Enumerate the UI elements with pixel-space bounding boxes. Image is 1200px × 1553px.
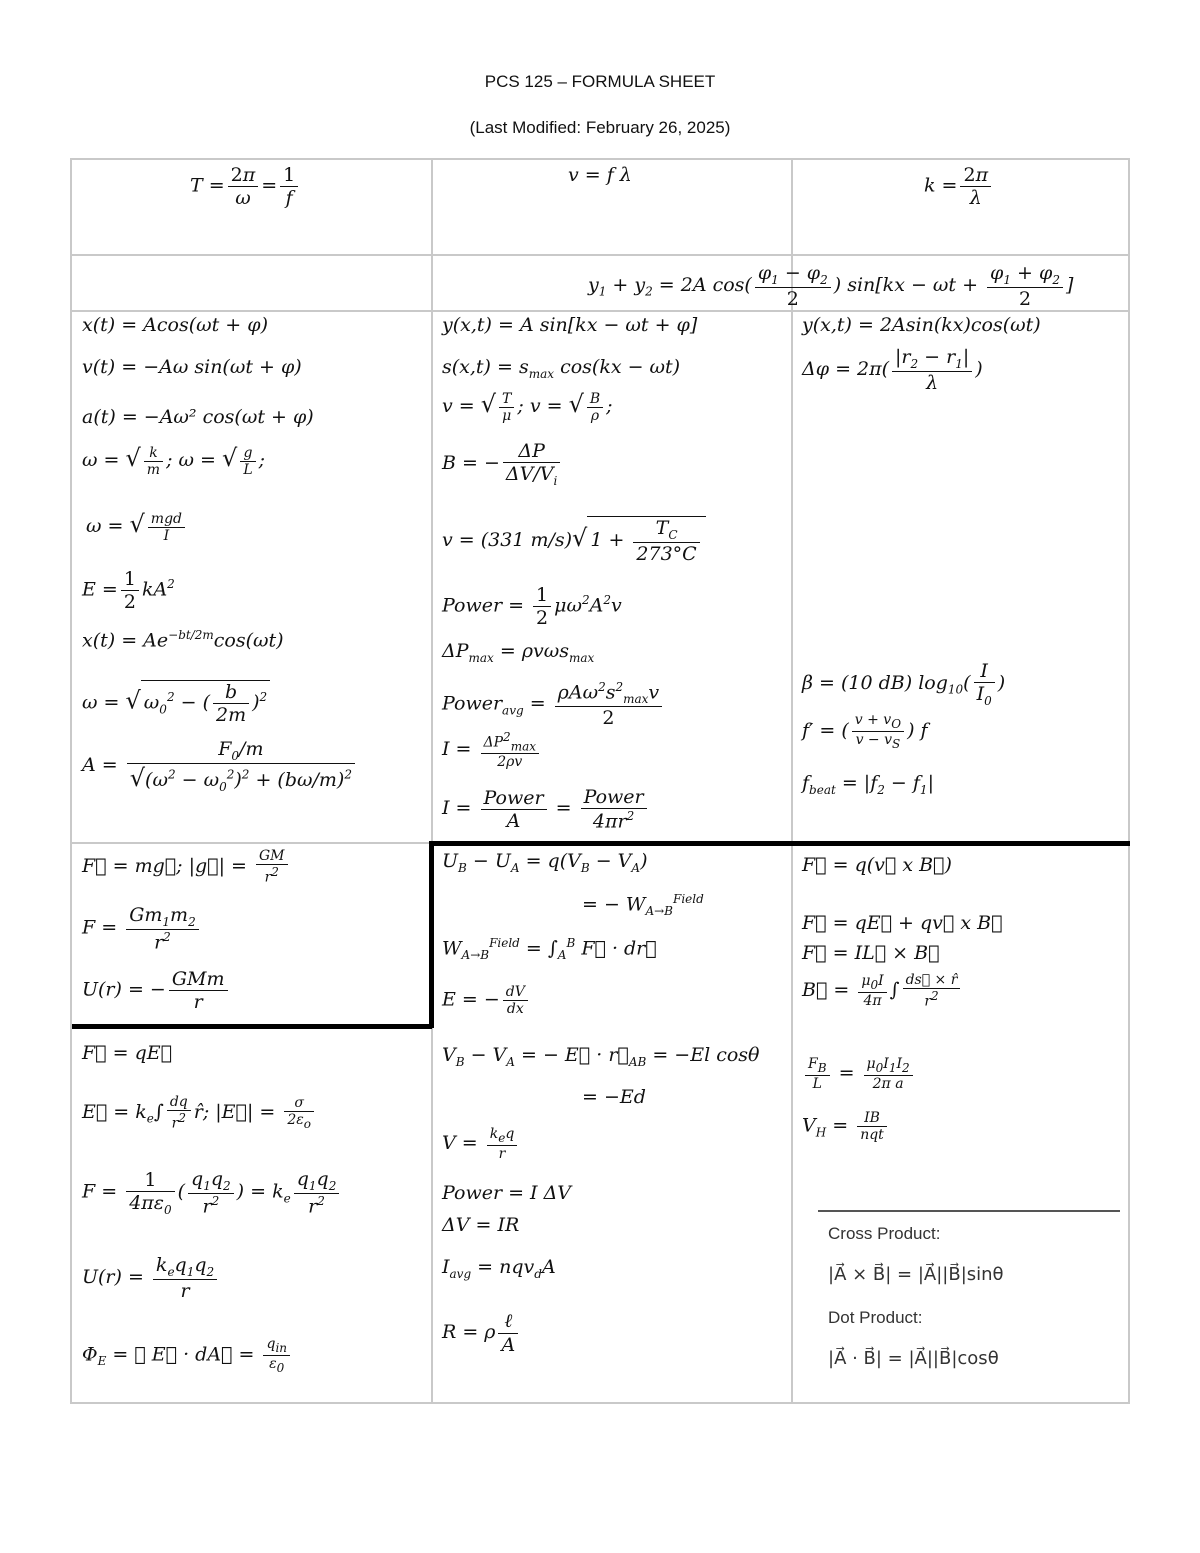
- formula-gravity-force: F⃗ = mg⃗; |g⃗| = $\frac{GM}{r^2}$: [82, 848, 291, 886]
- formula-hall-voltage: $V_H$ = IB nqt: [802, 1110, 890, 1143]
- thick-divider-bottom: [72, 1024, 432, 1029]
- thick-divider-vertical: [429, 841, 434, 1028]
- dot-product-formula: |A⃗ · B⃗| = |A⃗||B⃗|cosθ: [828, 1348, 999, 1369]
- formula-parallel-wires: $\frac{F_B}{L}$ = $\frac{\mu_0I_1I_2}{\text{2π a}}$: [802, 1056, 916, 1092]
- formula-gravitational-potential: U(r) = − GMm r: [82, 968, 231, 1013]
- formula-field-work: = − $W_{A\to B}^{Field}$: [582, 892, 704, 919]
- formula-electric-field: E⃗ = $k_e\int$ $\frac{dq}{r^2}$ r̂; |E⃗| = $\frac{\sigma}{2\varepsilon_o}$: [82, 1094, 317, 1132]
- formula-intensity: I = Power A = Power $4\pi r^2$: [442, 786, 650, 832]
- formula-electric-potential-energy: U(r) = $k_eq_1q_2$ r: [82, 1254, 220, 1302]
- formula-magnetic-force: F⃗ = q(v⃗ x B⃗): [802, 854, 952, 876]
- formula-field-gradient: E = − $\frac{dV}{dx}$: [442, 984, 531, 1017]
- formula-driven-amplitude: A = $\frac{F_0/m}{√(\omega^2 - \omega_0^2)^2 + (b\omega/m)^2}$: [82, 738, 358, 794]
- formula-acceleration: a(t) = −Aω² cos(ωt + φ): [82, 406, 314, 428]
- formula-intensity-pressure: I = $\Delta P^2_{max}$ 2ρv: [442, 730, 542, 770]
- formula-average-power: Power$_{avg}$ = $\rho A\omega^2s^2_{max}v$ 2: [442, 680, 665, 729]
- formula-potential-difference: $V_B - V_A$ = − E⃗ · $r⃗_{AB} = -El$ cosθ: [442, 1044, 760, 1069]
- page-title: PCS 125 – FORMULA SHEET: [484, 72, 716, 91]
- formula-standing-wave: y(x,t) = 2Asin(kx)cos(ωt): [802, 314, 1041, 336]
- row-divider-3-left: [70, 842, 432, 844]
- table-border-bottom: [70, 1402, 1130, 1404]
- formula-power: Power = $\frac{1}{2}$ $\mu\omega^2A^2v$: [442, 584, 622, 629]
- formula-angular-frequency: ω = √ $\frac{k}{m}$ ; ω = √ $\frac{g}{L}$ ;: [82, 444, 266, 478]
- formula-superposition: $y_1 + y_2 = 2A$ cos( $\frac{\varphi_1 - \varphi_2}{2}$ ) sin[kx − ωt + $\frac{\varphi_1 + \varphi_2}{2}$ ]: [588, 262, 1074, 310]
- formula-beat-frequency: $f_{beat} = |f_2 - f_1|$: [802, 772, 934, 797]
- row-divider-2: [70, 310, 1130, 312]
- formula-wire-force: F⃗ = IL⃗ × B⃗: [802, 942, 940, 964]
- formula-phase-difference: Δφ = 2π( $\frac{|r_2 - r_1|}{\lambda}$ ): [802, 346, 983, 394]
- formula-potential-energy-difference: $U_B - U_A = q(V_B - V_A)$: [442, 850, 648, 875]
- cross-product-formula: |A⃗ × B⃗| = |A⃗||B⃗|sinθ: [828, 1264, 1004, 1285]
- formula-uniform-field: = −Ed: [582, 1086, 646, 1108]
- vector-products-box: [818, 1210, 1120, 1369]
- row-divider-1: [70, 254, 1130, 256]
- formula-physical-pendulum: ω = √ mgd I: [86, 510, 188, 544]
- table-border-left: [70, 158, 72, 1404]
- formula-biot-savart: B⃗ = $\frac{\mu_0I}{4\pi}$ ∫ $\frac{ds⃗ \times r̂}{r^2}$: [802, 972, 963, 1010]
- formula-point-potential: V = $k_eq$ r: [442, 1126, 520, 1162]
- formula-coulomb: F = $\frac{1}{4\pi\varepsilon_0}$ ( $\frac{q_1q_2}{r^2}$ ) = $k_e$ $\frac{q_1q_2}{r^2}$: [82, 1168, 342, 1217]
- formula-work-integral: $W_{A\to B}^{Field} = \int_A^B$ F⃗ · dr⃗: [442, 936, 657, 963]
- cross-product-label: Cross Product:: [828, 1224, 941, 1243]
- formula-bulk-modulus: B = − $\frac{\Delta P}{\Delta V/V_i}$: [442, 440, 563, 488]
- formula-pressure-amplitude: $\Delta P_{max} = \rho v\omega s_{max}$: [442, 640, 595, 665]
- thick-divider-top: [430, 841, 1130, 846]
- formula-position: x(t) = Acos(ωt + φ): [82, 314, 268, 336]
- table-border-top: [70, 158, 1130, 160]
- table-border-right: [1128, 158, 1130, 1404]
- formula-velocity: v(t) = −Aω sin(ωt + φ): [82, 356, 302, 378]
- formula-damped: $x(t) = Ae^{-bt/2m}\cos(\omega t)$: [82, 628, 284, 652]
- formula-current: $I_{avg} = nqv_dA$: [442, 1256, 556, 1281]
- formula-ohms-law: ΔV = IR: [442, 1214, 520, 1236]
- formula-newton-gravity: F = $\frac{Gm_1m_2}{r^2}$: [82, 904, 202, 953]
- formula-energy: E = $\frac{1}{2}$ $kA^2$: [82, 568, 175, 613]
- formula-electric-power: Power = I ΔV: [442, 1182, 572, 1204]
- formula-doppler: f′ = ( $\frac{v + v_O}{v - v_S}$ ) f: [802, 712, 928, 751]
- dot-product-label: Dot Product:: [828, 1308, 923, 1327]
- page-subtitle: (Last Modified: February 26, 2025): [469, 118, 731, 137]
- formula-wave-speed: v = f λ: [568, 164, 632, 186]
- formula-wave-speeds: v = √ $\frac{T}{\mu}$ ; v = √ $\frac{B}{\rho}$ ;: [442, 390, 613, 424]
- formula-wave-number: k = $\frac{2\pi}{\lambda}$: [924, 164, 994, 209]
- formula-sound-speed: v = (331 m/s)√ 1 + $\frac{T_C}{273^\circ C}$: [442, 516, 706, 565]
- formula-period: T = $\frac{2\pi}{\omega}$ = $\frac{1}{f}$: [190, 164, 301, 209]
- formula-electric-force: F⃗ = qE⃗: [82, 1042, 173, 1064]
- formula-displacement-wave: $s(x,t) = s_{max}$ cos(kx − ωt): [442, 356, 681, 381]
- formula-sound-level: β = (10 dB) $\log_{10}$( $\frac{I}{I_0}$ ): [802, 660, 1006, 708]
- column-divider-2: [791, 158, 793, 1404]
- formula-wave-function: y(x,t) = A sin[kx − ωt + φ]: [442, 314, 698, 336]
- formula-lorentz-force: F⃗ = qE⃗ + qv⃗ x B⃗: [802, 912, 1003, 934]
- column-divider-1: [431, 158, 433, 1404]
- formula-resistance: R = ρ ℓ A: [442, 1310, 521, 1356]
- formula-damped-frequency: ω = √ $\omega_0^2$ − ( $\frac{b}{2m}$ )$^2$: [82, 680, 270, 726]
- formula-gauss-law: $\Phi_E$ = ∮ E⃗ · dA⃗ = $q_{in}$ $\varepsilon_0$: [82, 1336, 293, 1375]
